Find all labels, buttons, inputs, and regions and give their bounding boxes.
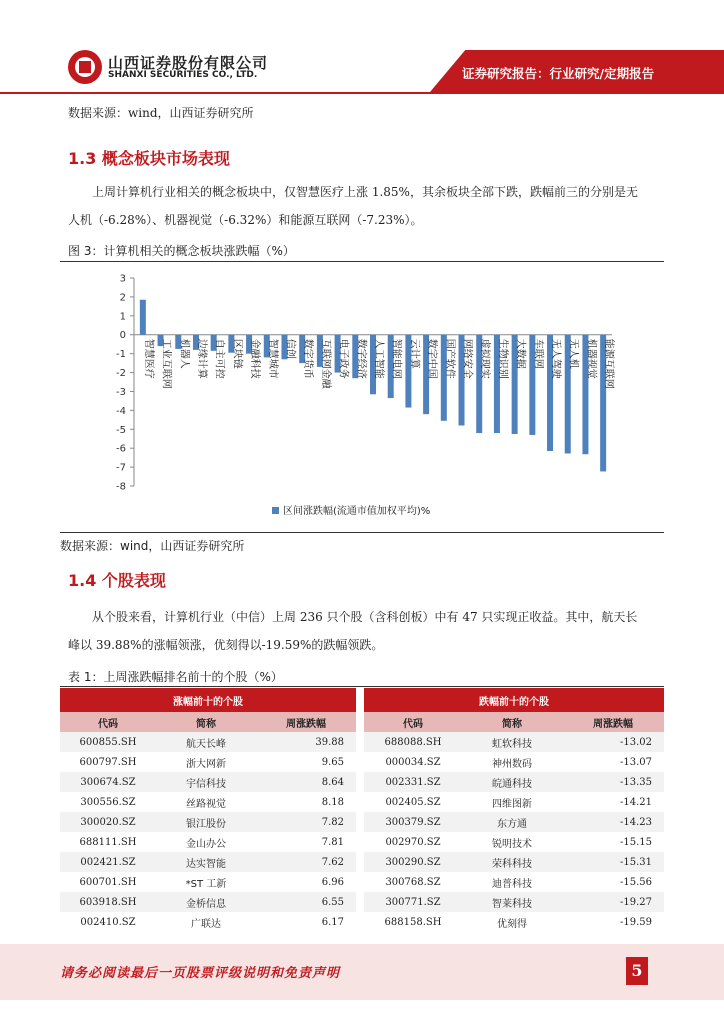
y-tick-label: -7 — [116, 462, 126, 474]
col-header-name: 简称 — [156, 712, 256, 732]
x-category-label: 互联网金融 — [319, 338, 331, 389]
bar — [140, 300, 146, 335]
table-cell-loss-name: 神州数码 — [462, 752, 562, 772]
table-cell-loss-code: 002405.SZ — [364, 792, 462, 812]
logo-mark-icon — [79, 61, 91, 73]
x-category-label: 国产软件 — [443, 338, 455, 379]
table-row — [60, 872, 664, 892]
x-category-label: 机器人 — [178, 338, 190, 369]
x-category-label: 云计算 — [408, 338, 420, 369]
y-tick-label: -8 — [116, 481, 126, 493]
y-tick-label: -1 — [116, 349, 126, 361]
table-cell-gain-name: 金山办公 — [156, 832, 256, 852]
col-header-code: 代码 — [60, 712, 156, 732]
disclaimer-note: 请务必阅读最后一页股票评级说明和免责声明 — [60, 966, 341, 981]
table-row — [60, 772, 664, 792]
table-cell-loss-pct: -15.56 — [562, 872, 664, 892]
table-row — [60, 832, 664, 852]
column-gap — [356, 872, 364, 892]
table-cell-loss-pct: -13.07 — [562, 752, 664, 772]
table-cell-loss-name: 荣科科技 — [462, 852, 562, 872]
table-row — [60, 752, 664, 772]
section-heading-1-3: 1.3 概念板块市场表现 — [68, 149, 230, 168]
x-category-label: 智能电网 — [390, 338, 402, 379]
column-gap — [356, 688, 364, 712]
table-cell-gain-name: 宇信科技 — [156, 772, 256, 792]
table-cell-loss-name: 四维图新 — [462, 792, 562, 812]
table-cell-loss-code: 300379.SZ — [364, 812, 462, 832]
x-category-label: 工业互联网 — [160, 338, 172, 389]
x-category-label: 无人机 — [567, 338, 579, 369]
table-cell-loss-pct: -14.21 — [562, 792, 664, 812]
table-cell-loss-code: 002970.SZ — [364, 832, 462, 852]
x-category-label: 数字中国 — [426, 338, 438, 379]
loss-group-header: 跌幅前十的个股 — [364, 688, 664, 712]
gain-group-header: 涨幅前十的个股 — [60, 688, 356, 712]
y-tick-label: 0 — [119, 330, 126, 342]
table-cell-gain-pct: 8.64 — [256, 772, 356, 792]
x-category-label: 人工智能 — [373, 338, 384, 379]
table-cell-gain-code: 600701.SH — [60, 872, 156, 892]
table-cell-loss-pct: -13.02 — [562, 732, 664, 752]
table-cell-loss-name: 东方通 — [462, 812, 562, 832]
table-cell-loss-code: 688158.SH — [364, 912, 462, 932]
table-row — [60, 792, 664, 812]
y-tick-label: 3 — [119, 273, 126, 285]
table-cell-gain-name: 金桥信息 — [156, 892, 256, 912]
x-category-label: 数字经济 — [355, 338, 367, 379]
y-tick-label: 2 — [119, 292, 126, 304]
paragraph-line: 人机（-6.28%）、机器视觉（-6.32%）和能源互联网（-7.23%）。 — [68, 213, 423, 227]
table-row — [60, 732, 664, 752]
table-cell-loss-pct: -19.59 — [562, 912, 664, 932]
x-category-label: 边缘计算 — [195, 338, 207, 379]
source-note-top: 数据来源：wind，山西证券研究所 — [68, 106, 254, 120]
header-divider — [0, 92, 724, 94]
company-name-en: SHANXI SECURITIES CO., LTD. — [108, 70, 258, 80]
x-category-label: 电子政务 — [337, 338, 349, 379]
x-category-label: 金融科技 — [249, 338, 261, 379]
table-cell-loss-name: 皖通科技 — [462, 772, 562, 792]
legend-swatch — [272, 507, 279, 514]
col-header-change: 周涨跌幅 — [562, 712, 664, 732]
column-gap — [356, 892, 364, 912]
table-cell-loss-pct: -15.31 — [562, 852, 664, 872]
table-cell-gain-name: *ST 工新 — [156, 872, 256, 892]
paragraph-line: 从个股来看，计算机行业（中信）上周 236 只个股（含科创板）中有 47 只实现正收益。其中，航天长 — [92, 610, 638, 624]
table-cell-loss-name: 锐明技术 — [462, 832, 562, 852]
table-cell-gain-name: 银江股份 — [156, 812, 256, 832]
table-cell-loss-pct: -15.15 — [562, 832, 664, 852]
column-gap — [356, 812, 364, 832]
table-cell-loss-name: 智莱科技 — [462, 892, 562, 912]
table-cell-gain-name: 广联达 — [156, 912, 256, 932]
table-cell-gain-pct: 6.96 — [256, 872, 356, 892]
column-gap — [356, 912, 364, 932]
table-row — [60, 812, 664, 832]
concept-sector-bar-chart — [60, 262, 664, 534]
column-gap — [356, 732, 364, 752]
y-tick-label: -4 — [116, 405, 126, 417]
table-cell-loss-name: 迪普科技 — [462, 872, 562, 892]
table-cell-loss-name: 虹软科技 — [462, 732, 562, 752]
x-category-label: 区块链 — [231, 338, 243, 369]
table-cell-gain-pct: 6.55 — [256, 892, 356, 912]
table-cell-loss-code: 002331.SZ — [364, 772, 462, 792]
top-ten-stocks-table — [60, 688, 664, 932]
x-category-label: 信创 — [284, 338, 296, 359]
x-category-label: 机器视觉 — [585, 338, 597, 379]
chart-bottom-rule — [60, 532, 664, 533]
y-tick-label: -2 — [116, 368, 126, 380]
col-header-change: 周涨跌幅 — [256, 712, 356, 732]
table-cell-loss-pct: -19.27 — [562, 892, 664, 912]
column-gap — [356, 752, 364, 772]
table-cell-loss-code: 300768.SZ — [364, 872, 462, 892]
table-cell-gain-code: 600797.SH — [60, 752, 156, 772]
table-cell-gain-code: 300556.SZ — [60, 792, 156, 812]
table-cell-loss-code: 300771.SZ — [364, 892, 462, 912]
table-cell-gain-code: 688111.SH — [60, 832, 156, 852]
company-logo — [68, 50, 102, 84]
table-cell-gain-code: 002410.SZ — [60, 912, 156, 932]
x-category-label: 智慧医疗 — [142, 338, 154, 379]
report-type: 证券研究报告：行业研究/定期报告 — [462, 66, 655, 81]
table-cell-gain-code: 300020.SZ — [60, 812, 156, 832]
table-cell-loss-code: 688088.SH — [364, 732, 462, 752]
page-number: 5 — [626, 957, 648, 985]
table-caption: 表 1：上周涨跌幅排名前十的个股（%） — [68, 670, 283, 684]
legend-label: 区间涨跌幅(流通市值加权平均)% — [283, 506, 431, 517]
x-category-label: 生物识别 — [496, 338, 508, 379]
table-cell-gain-name: 丝路视觉 — [156, 792, 256, 812]
column-gap — [356, 792, 364, 812]
x-category-label: 能源互联网 — [603, 338, 615, 389]
paragraph-line: 峰以 39.88%的涨幅领涨，优刻得以-19.59%的跌幅领跌。 — [68, 638, 384, 652]
column-gap — [356, 852, 364, 872]
source-note-chart: 数据来源：wind，山西证券研究所 — [60, 539, 245, 553]
table-cell-loss-name: 优刻得 — [462, 912, 562, 932]
table-cell-gain-name: 浙大网新 — [156, 752, 256, 772]
x-category-label: 自主可控 — [213, 338, 225, 379]
x-category-label: 车联网 — [532, 338, 544, 369]
x-category-label: 大数据 — [514, 338, 526, 369]
table-cell-gain-code: 300674.SZ — [60, 772, 156, 792]
col-header-name: 简称 — [462, 712, 562, 732]
company-name-cn: 山西证券股份有限公司 — [108, 54, 269, 72]
y-tick-label: -6 — [116, 443, 126, 455]
table-row — [60, 892, 664, 912]
table-cell-gain-pct: 7.82 — [256, 812, 356, 832]
section-heading-1-4: 1.4 个股表现 — [68, 571, 166, 590]
table-cell-gain-name: 达实智能 — [156, 852, 256, 872]
table-cell-gain-pct: 6.17 — [256, 912, 356, 932]
y-tick-label: -5 — [116, 424, 126, 436]
paragraph-line: 上周计算机行业相关的概念板块中，仅智慧医疗上涨 1.85%，其余板块全部下跌，跌幅前三的分别是无 — [92, 185, 638, 199]
table-cell-loss-code: 300290.SZ — [364, 852, 462, 872]
x-category-label: 无人驾驶 — [550, 338, 562, 379]
caption-rule — [60, 686, 664, 687]
table-cell-loss-pct: -13.35 — [562, 772, 664, 792]
x-category-label: 智慧城市 — [266, 338, 278, 379]
column-gap — [356, 772, 364, 792]
x-category-label: 网络安全 — [461, 338, 473, 379]
section-1-4-paragraph — [68, 603, 668, 659]
x-category-label: 数字货币 — [302, 338, 314, 379]
table-cell-gain-pct: 39.88 — [256, 732, 356, 752]
table-cell-gain-pct: 7.81 — [256, 832, 356, 852]
y-tick-label: 1 — [119, 311, 126, 323]
section-1-3-paragraph — [68, 178, 668, 234]
table-cell-loss-pct: -14.23 — [562, 812, 664, 832]
x-category-label: 虚拟现实 — [479, 338, 491, 379]
figure-caption: 图 3：计算机相关的概念板块涨跌幅（%） — [68, 244, 295, 258]
col-header-code: 代码 — [364, 712, 462, 732]
table-row — [60, 912, 664, 932]
column-gap — [356, 712, 364, 732]
y-tick-label: -3 — [116, 386, 126, 398]
table-cell-gain-code: 603918.SH — [60, 892, 156, 912]
table-cell-gain-pct: 7.62 — [256, 852, 356, 872]
table-cell-gain-code: 002421.SZ — [60, 852, 156, 872]
column-gap — [356, 832, 364, 852]
table-cell-loss-code: 000034.SZ — [364, 752, 462, 772]
table-cell-gain-pct: 8.18 — [256, 792, 356, 812]
table-cell-gain-pct: 9.65 — [256, 752, 356, 772]
table-row — [60, 852, 664, 872]
table-cell-gain-name: 航天长峰 — [156, 732, 256, 752]
table-cell-gain-code: 600855.SH — [60, 732, 156, 752]
